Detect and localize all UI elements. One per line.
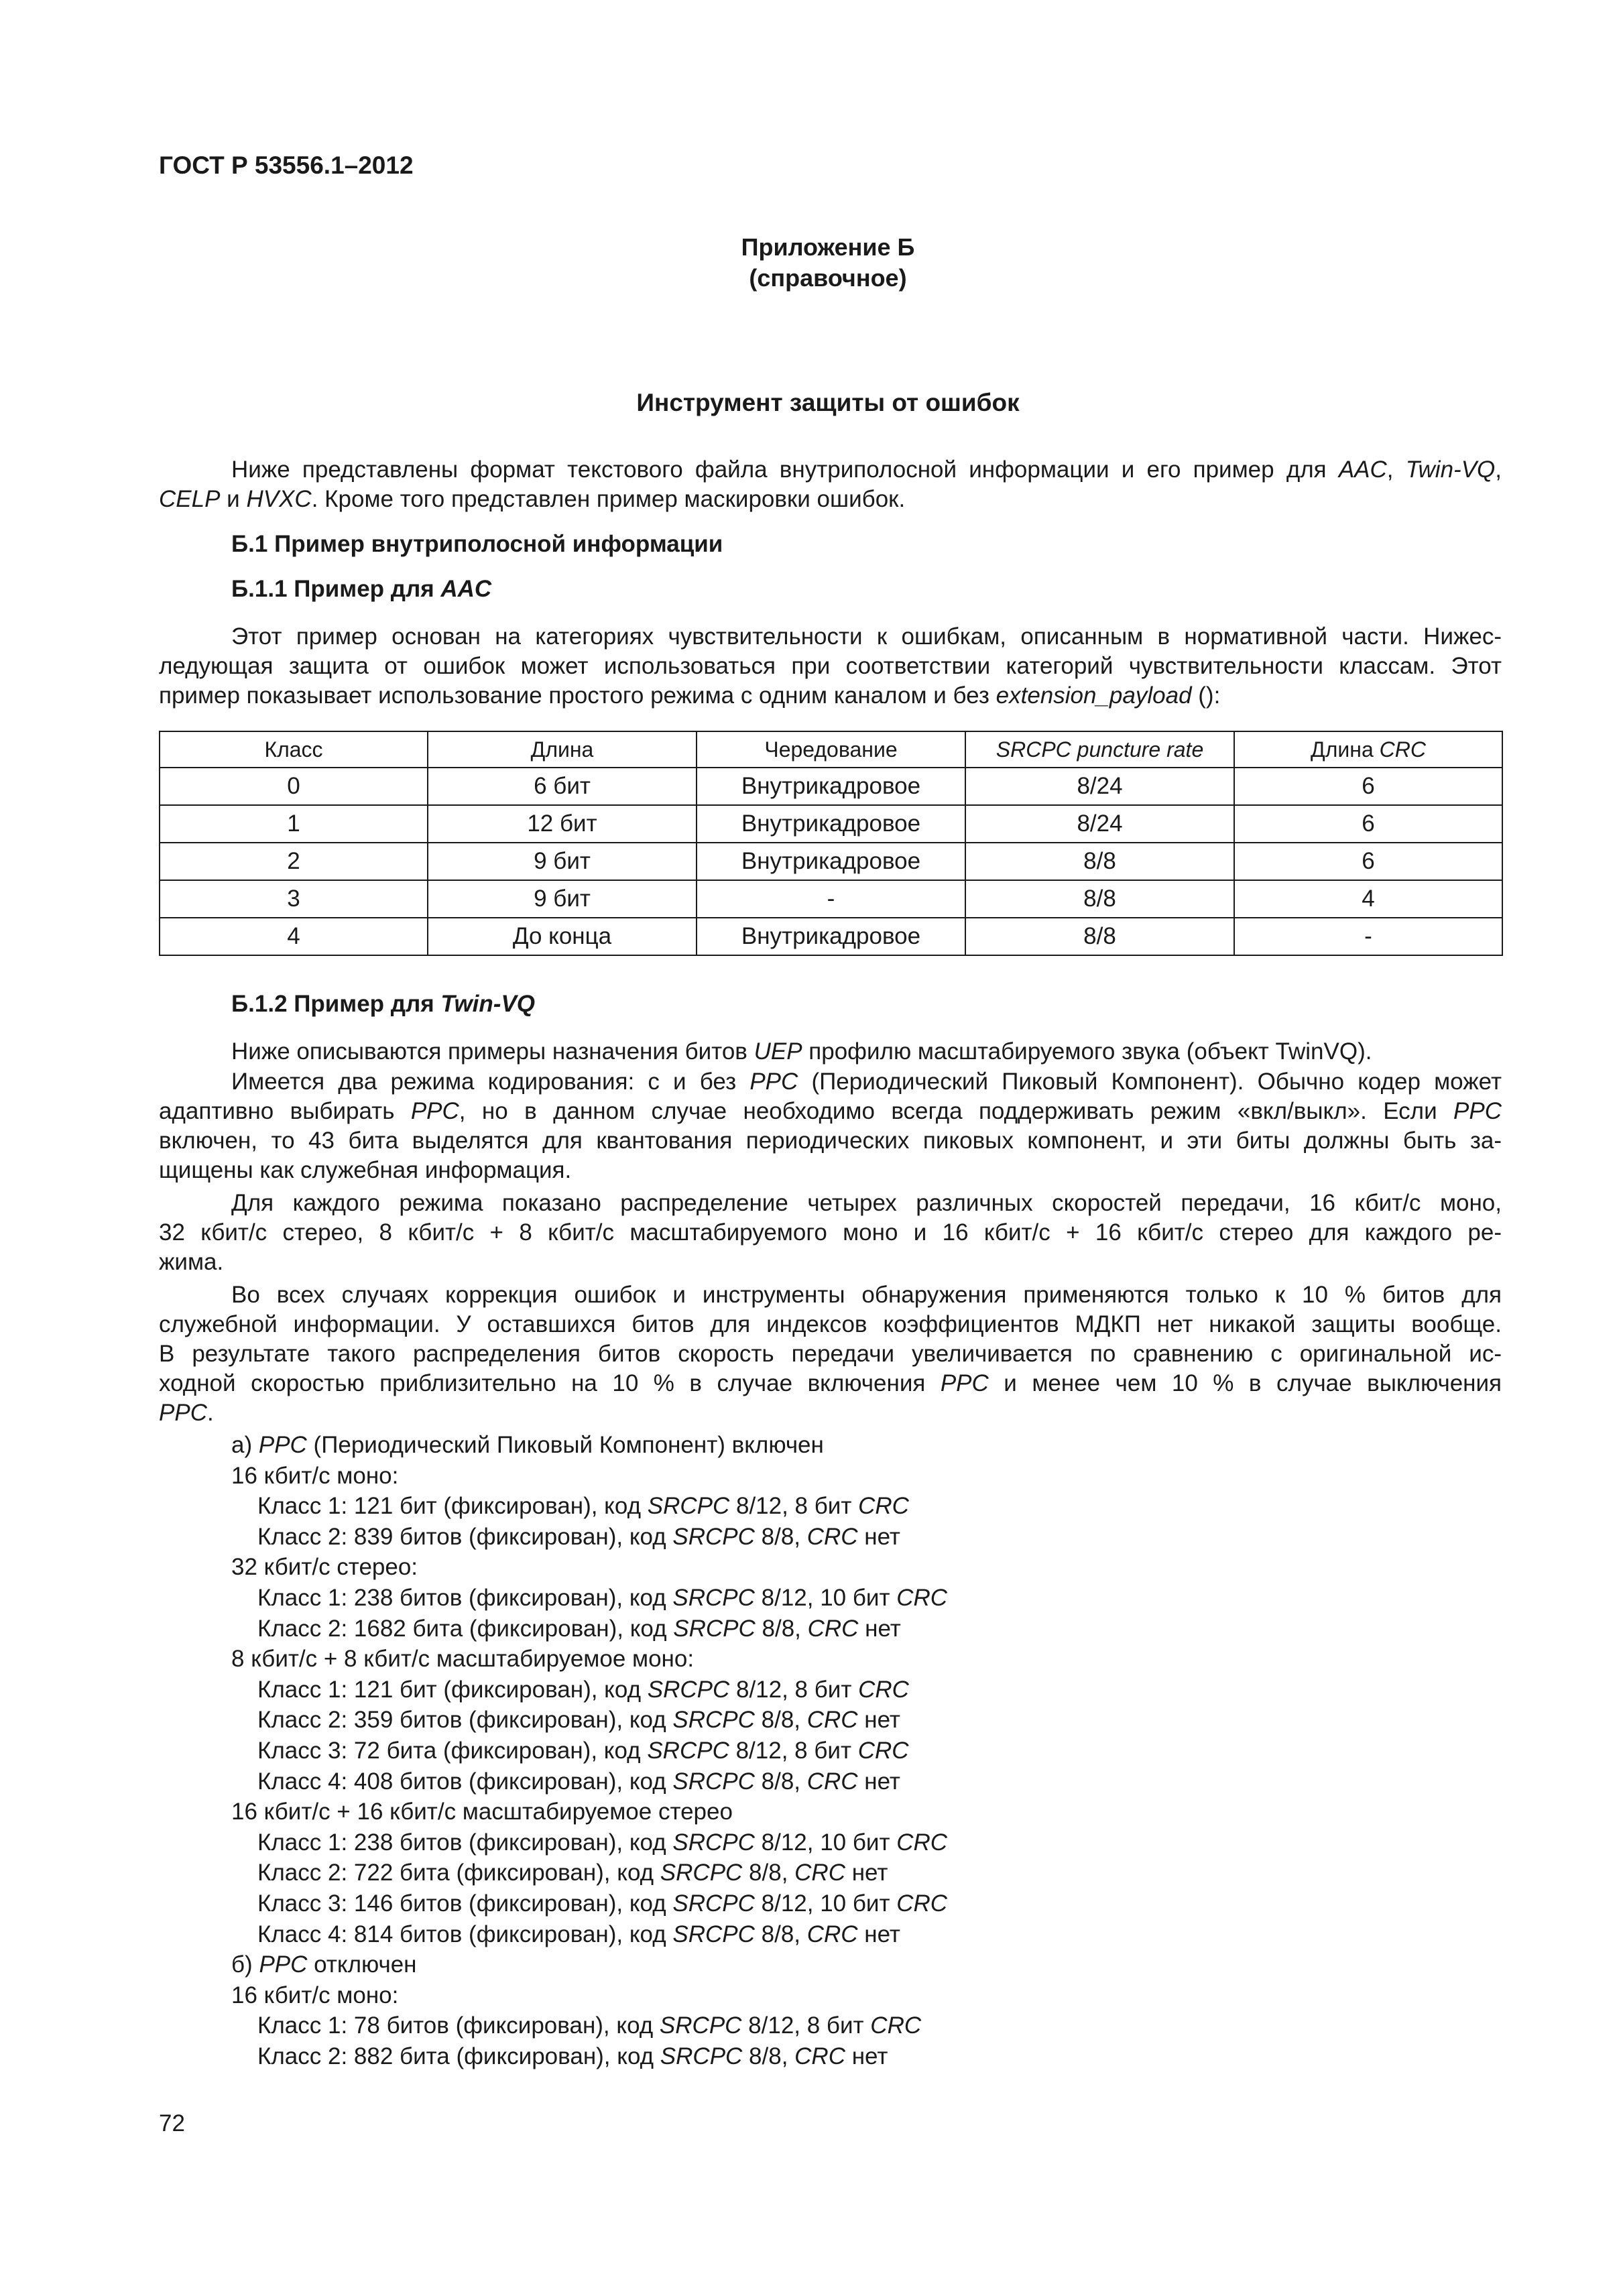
b12-paragraph-3: Для каждого режима показано распределение четырех различных скоростей передачи, 16 кбит/с моно, 32 кбит/с стерео, 8 кбит/с + 8 кбит/с масштабируемого моно и 16 кбит/с + 16 кбит/с стерео для каждого ре- жима. xyxy=(159,1190,1502,1275)
list-item: Класс 2: 839 битов (фиксирован), код SRCPC 8/8, CRC нет xyxy=(257,1523,900,1550)
cell-crc-length: 6 xyxy=(1234,805,1502,843)
list-item: 16 кбит/с + 16 кбит/с масштабируемое стерео xyxy=(231,1799,733,1825)
cell-length: 9 бит xyxy=(428,843,697,880)
cell-srcpc-rate: 8/8 xyxy=(965,843,1234,880)
cell-crc-length: 6 xyxy=(1234,843,1502,880)
heading-b12: Б.1.2 Пример для Twin-VQ xyxy=(231,991,536,1017)
cell-class: 0 xyxy=(160,768,428,805)
col-interleaving: Чередование xyxy=(697,731,965,768)
cell-srcpc-rate: 8/8 xyxy=(965,918,1234,955)
list-item: б) PPC отключен xyxy=(231,1951,417,1978)
col-length: Длина xyxy=(428,731,697,768)
list-item: Класс 1: 238 битов (фиксирован), код SRCPC 8/12, 10 бит CRC xyxy=(257,1584,948,1611)
list-item: Класс 4: 408 битов (фиксирован), код SRCPC 8/8, CRC нет xyxy=(257,1768,900,1795)
list-item: Класс 3: 72 бита (фиксирован), код SRCPC 8/12, 8 бит CRC xyxy=(257,1737,909,1764)
cell-class: 1 xyxy=(160,805,428,843)
cell-length: 9 бит xyxy=(428,880,697,918)
b12-paragraph-1: Ниже описываются примеры назначения битов UEP профилю масштабируемого звука (объект TwinVQ). xyxy=(231,1038,1372,1065)
list-item: Класс 4: 814 битов (фиксирован), код SRCPC 8/8, CRC нет xyxy=(257,1921,900,1947)
table-row xyxy=(160,768,1502,805)
list-item: Класс 1: 121 бит (фиксирован), код SRCPC 8/12, 8 бит CRC xyxy=(257,1676,909,1703)
section-title: Инструмент защиты от ошибок xyxy=(636,389,1020,416)
col-class: Класс xyxy=(160,731,428,768)
list-item: Класс 3: 146 битов (фиксирован), код SRCPC 8/12, 10 бит CRC xyxy=(257,1890,948,1917)
cell-srcpc-rate: 8/8 xyxy=(965,880,1234,918)
cell-length: 12 бит xyxy=(428,805,697,843)
b12-paragraph-2: Имеется два режима кодирования: с и без PPC (Периодический Пиковый Компонент). Обычно кодер может адаптивно выбирать PPC, но в данном случае необходимо всегда поддерживать режим «вкл/выкл». Если PPC включен, то 43 бита выделятся для квантования периодических пиковых компонент, и эти биты должны быть за- щищены как служебная информация. xyxy=(159,1069,1502,1183)
list-item: а) PPC (Периодический Пиковый Компонент) включен xyxy=(231,1432,824,1458)
cell-class: 4 xyxy=(160,918,428,955)
cell-crc-length: 6 xyxy=(1234,768,1502,805)
appendix-subtitle: (справочное) xyxy=(749,264,907,292)
table-row xyxy=(160,880,1502,918)
heading-b1: Б.1 Пример внутриполосной информации xyxy=(231,531,723,557)
list-item: 32 кбит/с стерео: xyxy=(231,1554,418,1581)
list-item: Класс 2: 359 битов (фиксирован), код SRCPC 8/8, CRC нет xyxy=(257,1707,900,1734)
list-item: Класс 1: 238 битов (фиксирован), код SRCPC 8/12, 10 бит CRC xyxy=(257,1829,948,1856)
cell-interleaving: Внутрикадровое xyxy=(697,805,965,843)
b12-paragraph-4: Во всех случаях коррекция ошибок и инструменты обнаружения применяются только к 10 % битов для служебной информации. У оставшихся битов для индексов коэффициентов МДКП нет никакой защиты вообще. В результате такого распределения битов скорость передачи увеличивается по сравнению с оригинальной ис- ходной скоростью приблизительно на 10 % в случае включения PPC и менее чем 10 % в случае выключения PPC. xyxy=(159,1282,1502,1426)
list-item: Класс 2: 1682 бита (фиксирован), код SRCPC 8/8, CRC нет xyxy=(257,1615,901,1642)
list-item: 16 кбит/с моно: xyxy=(231,1982,399,2008)
intro-paragraph: Ниже представлены формат текстового файла внутриполосной информации и его пример для AAC, Twin-VQ, CELP и HVXC. Кроме того представлен пример маскировки ошибок. xyxy=(159,457,1502,512)
aac-error-table xyxy=(159,731,1503,956)
cell-crc-length: 4 xyxy=(1234,880,1502,918)
heading-b11: Б.1.1 Пример для AAC xyxy=(231,576,492,602)
cell-class: 3 xyxy=(160,880,428,918)
table-row xyxy=(160,843,1502,880)
list-item: 8 кбит/с + 8 кбит/с масштабируемое моно: xyxy=(231,1646,695,1673)
appendix-title: Приложение Б xyxy=(741,233,915,261)
list-item: 16 кбит/с моно: xyxy=(231,1462,399,1489)
list-item: Класс 2: 722 бита (фиксирован), код SRCPC 8/8, CRC нет xyxy=(257,1860,888,1886)
list-item: Класс 1: 78 битов (фиксирован), код SRCPC 8/12, 8 бит CRC xyxy=(257,2012,922,2039)
cell-class: 2 xyxy=(160,843,428,880)
page-number: 72 xyxy=(159,2110,185,2136)
cell-interleaving: - xyxy=(697,880,965,918)
cell-length: 6 бит xyxy=(428,768,697,805)
table-row xyxy=(160,805,1502,843)
table-row xyxy=(160,918,1502,955)
cell-crc-length: - xyxy=(1234,918,1502,955)
cell-length: До конца xyxy=(428,918,697,955)
cell-srcpc-rate: 8/24 xyxy=(965,768,1234,805)
cell-interleaving: Внутрикадровое xyxy=(697,918,965,955)
list-item: Класс 1: 121 бит (фиксирован), код SRCPC 8/12, 8 бит CRC xyxy=(257,1493,909,1520)
col-crc-length: Длина CRC xyxy=(1234,731,1502,768)
list-item: Класс 2: 882 бита (фиксирован), код SRCPC 8/8, CRC нет xyxy=(257,2043,888,2069)
document-code: ГОСТ Р 53556.1–2012 xyxy=(159,152,414,179)
b11-paragraph: Этот пример основан на категориях чувствительности к ошибкам, описанным в нормативной части. Нижес- ледующая защита от ошибок может использоваться при соответствии категорий чувствительности классам. Этот пример показывает использование простого режима с одним каналом и без extension_payload (): xyxy=(159,623,1502,709)
table-header-row xyxy=(160,731,1502,768)
cell-interleaving: Внутрикадровое xyxy=(697,843,965,880)
cell-interleaving: Внутрикадровое xyxy=(697,768,965,805)
cell-srcpc-rate: 8/24 xyxy=(965,805,1234,843)
bit-allocation-list xyxy=(159,1430,947,2071)
col-srcpc-rate: SRCPC puncture rate xyxy=(965,731,1234,768)
